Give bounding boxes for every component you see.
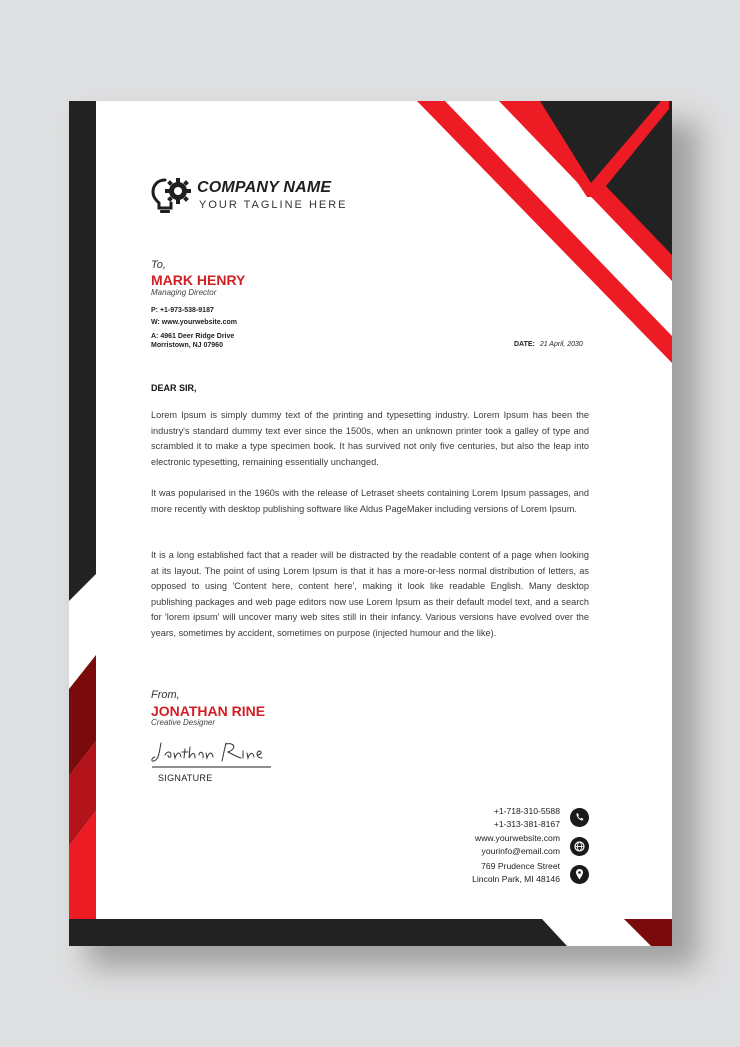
address-line1: 4961 Deer Ridge Drive [160, 333, 235, 340]
contact-web [475, 832, 560, 857]
body-paragraph: It is a long established fact that a reader will be distracted by the readable content of a page when looking at its layout. The point of using Lorem Ipsum is that it has a more-or-less normal distribution of letters, as opposed to using 'Content here, content here', making it look like readable English. Many desktop publishing packages and web page editors now use Lorem Ipsum as their default model text, and a search for 'lorem ipsum' will uncover many web sites still in their infancy. Various versions have evolved over the years, sometimes by accident, sometimes on purpose (injected humour and the like). [151, 550, 589, 638]
company-name: COMPANY NAME [197, 179, 332, 196]
address-line2: Morristown, NJ 07960 [151, 342, 223, 349]
globe-icon [570, 837, 589, 856]
bottom-dark-band [69, 919, 567, 946]
body-paragraph: Lorem Ipsum is simply dummy text of the printing and typesetting industry. Lorem Ipsum has been the industry's standard dummy text ever since the 1500s, when an unknown printer took a galley of type and scrambled it to make a type specimen book. It has survived not only five centuries, but also the leap into electronic typesetting, remaining essentially unchanged. [151, 410, 589, 467]
letterhead-page [69, 101, 672, 946]
handwritten-signature [149, 737, 274, 769]
contact-phone-2: +1-313-381-8167 [493, 818, 560, 829]
contact-phones [494, 805, 560, 830]
to-label: To, [151, 259, 166, 271]
phone-value: +1-973-538-9187 [159, 307, 214, 314]
address-label: A: [151, 333, 159, 340]
date-label: DATE: [514, 341, 535, 348]
from-label: From, [151, 689, 180, 701]
contact-street: 769 Prudence Street [481, 861, 560, 871]
contact-phone-1: +1-718-310-5588 [493, 806, 560, 816]
recipient-name: MARK HENRY [151, 272, 246, 288]
web-label: W: [151, 319, 160, 326]
recipient-phone [151, 307, 214, 314]
recipient-address [151, 333, 234, 340]
phone-label: P: [151, 307, 158, 314]
contact-email: yourinfo@email.com [481, 845, 560, 856]
sender-title: Creative Designer [151, 718, 216, 727]
sender-name: JONATHAN RINE [151, 703, 266, 719]
lightbulb-gear-icon [151, 175, 193, 217]
recipient-title: Managing Director [151, 288, 217, 297]
location-pin-icon [570, 865, 589, 884]
contact-city: Lincoln Park, MI 48146 [472, 873, 560, 884]
web-value: www.yourwebsite.com [161, 319, 237, 326]
bottom-right-red-block [624, 919, 672, 946]
letter-date [514, 341, 583, 348]
recipient-website [151, 319, 237, 326]
left-dark-band [69, 101, 96, 601]
phone-icon [570, 808, 589, 827]
body-paragraph: It was popularised in the 1960s with the release of Letraset sheets containing Lorem Ipsum passages, and more recently with desktop publishing software like Aldus PageMaker including versions of Lorem Ipsum. [151, 488, 589, 514]
contact-website: www.yourwebsite.com [474, 833, 560, 843]
recipient-address-line2 [151, 342, 223, 349]
signature-label: SIGNATURE [158, 773, 213, 783]
date-value: 21 April, 2030 [539, 341, 583, 348]
contact-address [472, 860, 560, 885]
salutation: DEAR SIR, [151, 383, 197, 393]
company-tagline: YOUR TAGLINE HERE [199, 199, 348, 211]
